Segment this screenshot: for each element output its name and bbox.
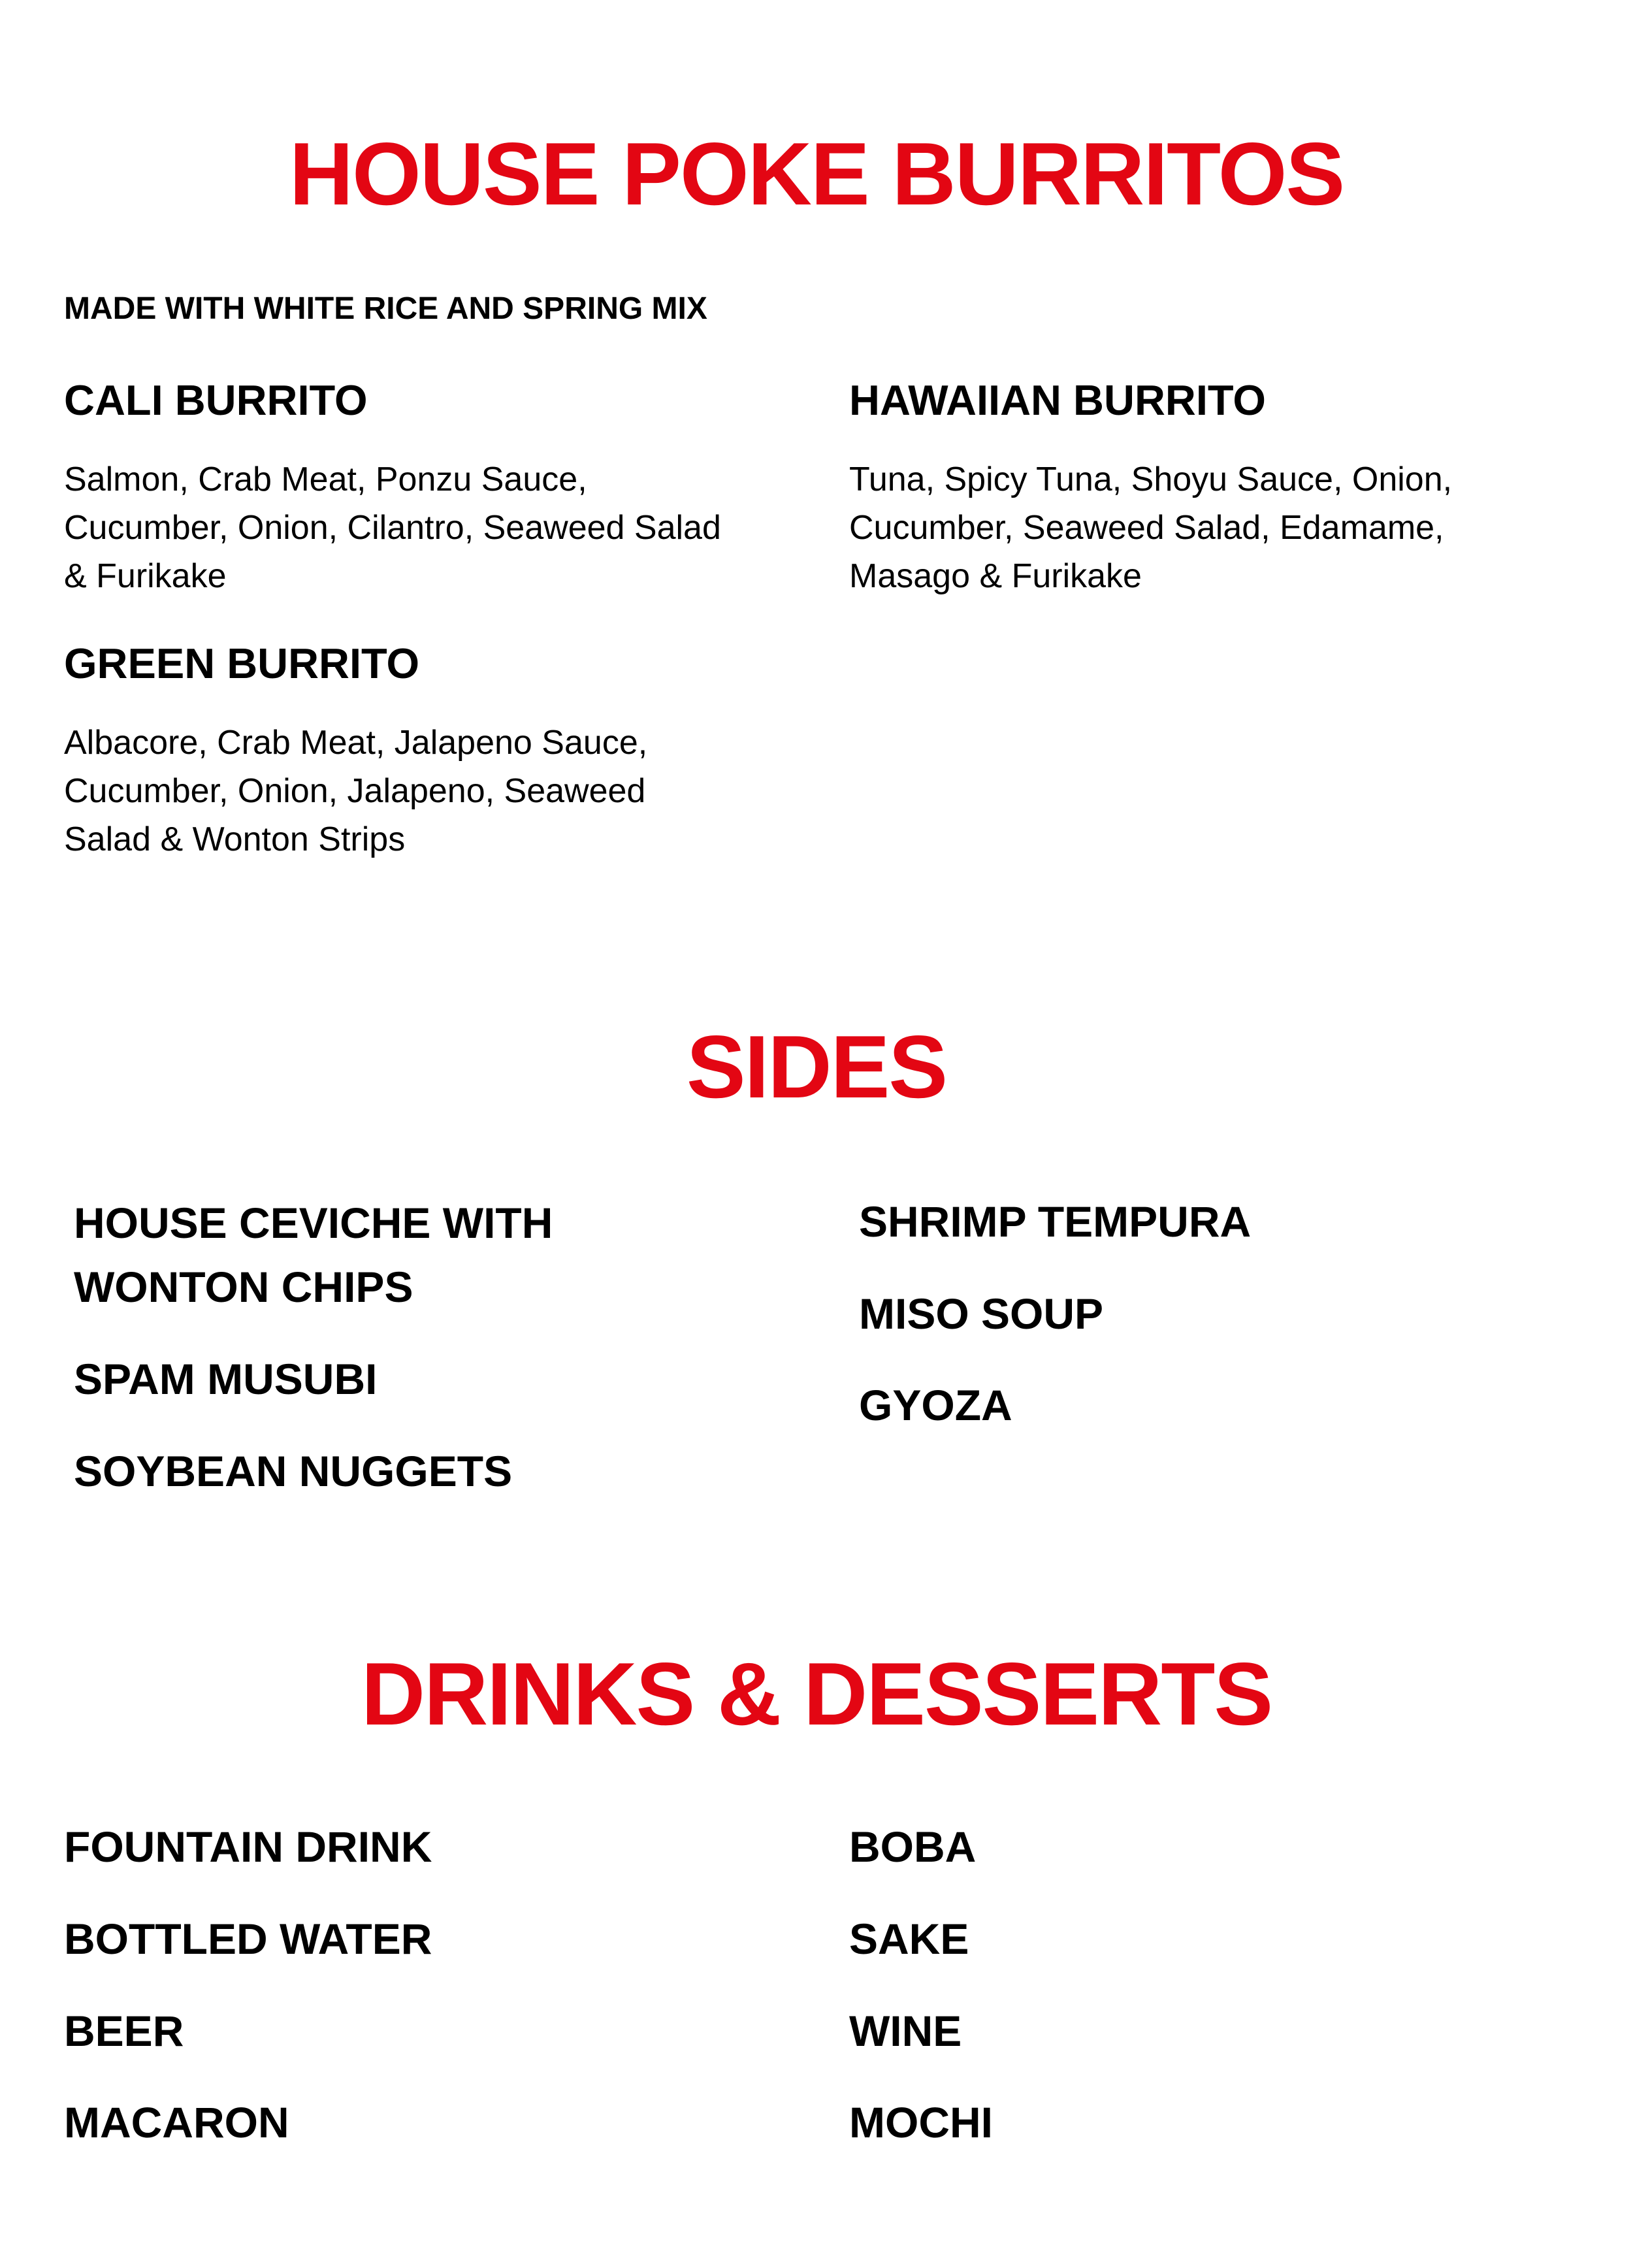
item-name: HAWAIIAN BURRITO	[849, 376, 1266, 424]
burritos-note: MADE WITH WHITE RICE AND SPRING MIX	[64, 291, 707, 326]
item-description	[64, 719, 647, 864]
drink-item-beer: BEER	[64, 2007, 184, 2055]
drink-item-wine: WINE	[849, 2007, 962, 2055]
menu-item-green-burrito	[64, 642, 647, 864]
item-description-line: Masago & Furikake	[849, 557, 1142, 595]
menu-item-hawaiian-burrito	[849, 376, 1453, 600]
item-name: CALI BURRITO	[64, 376, 368, 424]
dessert-item-mochi: MOCHI	[849, 2098, 993, 2146]
burritos-section-title: HOUSE POKE BURRITOS	[289, 124, 1344, 223]
dessert-item-macaron: MACARON	[64, 2098, 289, 2146]
drinks-section-title: DRINKS & DESSERTS	[361, 1644, 1272, 1743]
item-description-line: Albacore, Crab Meat, Jalapeno Sauce,	[64, 724, 648, 762]
item-description-line: Cucumber, Onion, Cilantro, Seaweed Salad	[64, 509, 721, 547]
side-item-house-ceviche	[74, 1191, 553, 1319]
side-item-spam-musubi: SPAM MUSUBI	[74, 1355, 378, 1403]
item-description-line: Cucumber, Seaweed Salad, Edamame,	[849, 509, 1444, 547]
drink-item-bottled-water: BOTTLED WATER	[64, 1915, 432, 1963]
drink-item-sake: SAKE	[849, 1915, 969, 1963]
item-description-line: Salad & Wonton Strips	[64, 820, 406, 858]
side-item-miso-soup: MISO SOUP	[859, 1289, 1104, 1338]
side-item-shrimp-tempura: SHRIMP TEMPURA	[859, 1197, 1252, 1246]
side-item-line: WONTON CHIPS	[74, 1263, 413, 1311]
drink-item-boba: BOBA	[849, 1822, 977, 1871]
item-description-line: Salmon, Crab Meat, Ponzu Sauce,	[64, 461, 587, 498]
side-item-line: HOUSE CEVICHE WITH	[74, 1199, 553, 1247]
item-name: GREEN BURRITO	[64, 640, 420, 687]
item-description-line: Tuna, Spicy Tuna, Shoyu Sauce, Onion,	[849, 461, 1453, 498]
item-description-line: Cucumber, Onion, Jalapeno, Seaweed	[64, 772, 646, 810]
side-item-soybean-nuggets: SOYBEAN NUGGETS	[74, 1447, 513, 1495]
item-description	[64, 455, 721, 600]
menu-item-cali-burrito	[64, 376, 721, 600]
sides-section-title: SIDES	[686, 1017, 947, 1116]
item-description	[849, 455, 1452, 600]
drink-item-fountain-drink: FOUNTAIN DRINK	[64, 1822, 432, 1871]
item-description-line: & Furikake	[64, 557, 227, 595]
side-item-gyoza: GYOZA	[859, 1381, 1012, 1429]
